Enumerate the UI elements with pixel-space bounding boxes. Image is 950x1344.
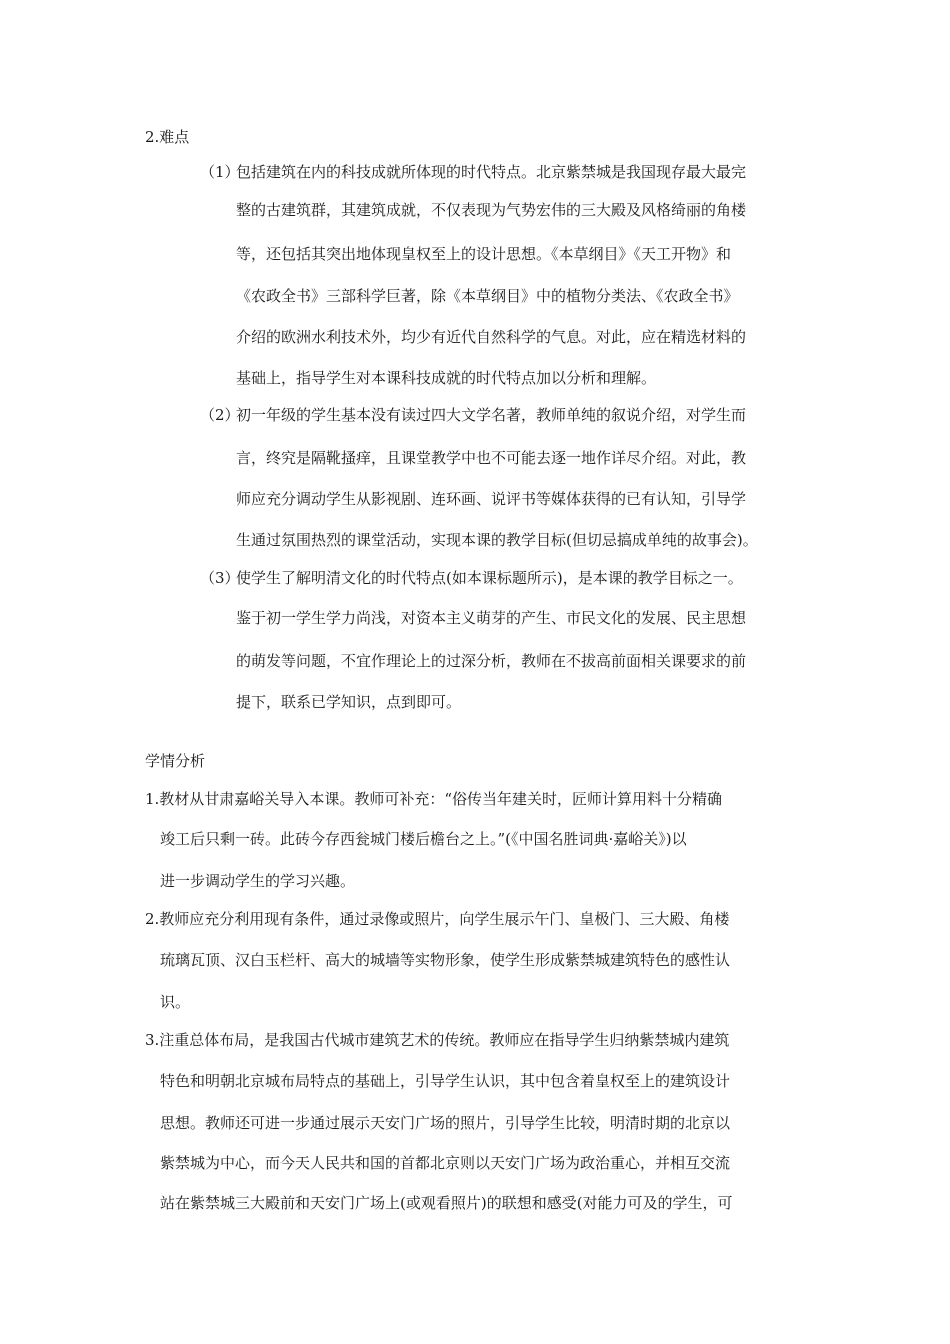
paragraph-line: 介绍的欧洲水利技术外，均少有近代自然科学的气息。对此，应在精选材料的 xyxy=(236,328,747,346)
paragraph-line: 竣工后只剩一砖。此砖今存西瓮城门楼后檐台之上。”(《中国名胜词典·嘉峪关》)以 xyxy=(160,830,687,848)
section-heading-analysis: 学情分析 xyxy=(145,752,206,770)
paragraph-line: 使学生了解明清文化的时代特点(如本课标题所示)，是本课的教学目标之一。 xyxy=(236,569,743,587)
section-heading-difficulty: 2.难点 xyxy=(145,128,190,146)
paragraph-line: 紫禁城为中心，而今天人民共和国的首都北京则以天安门广场为政治重心，并相互交流 xyxy=(160,1154,731,1172)
paragraph-line: 特色和明朝北京城布局特点的基础上，引导学生认识，其中包含着皇权至上的建筑设计 xyxy=(160,1072,731,1090)
paragraph-line: 1.教材从甘肃嘉峪关导入本课。教师可补充：“俗传当年建关时，匠师计算用料十分精确 xyxy=(145,790,722,808)
paragraph-line: 生通过氛围热烈的课堂活动，实现本课的教学目标(但切忌搞成单纯的故事会)。 xyxy=(236,531,758,549)
paragraph-line: 琉璃瓦顶、汉白玉栏杆、高大的城墙等实物形象，使学生形成紫禁城建筑特色的感性认 xyxy=(160,951,731,969)
paragraph-line: 的萌发等问题，不宜作理论上的过深分析，教师在不拔高前面相关课要求的前 xyxy=(236,652,747,670)
paragraph-line: 鉴于初一学生学力尚浅，对资本主义萌芽的产生、市民文化的发展、民主思想 xyxy=(236,609,747,627)
paragraph-line: 基础上，指导学生对本课科技成就的时代特点加以分析和理解。 xyxy=(236,369,657,387)
paragraph-line: 识。 xyxy=(160,993,191,1011)
paragraph-line: 等，还包括其突出地体现皇权至上的设计思想。《本草纲目》《天工开物》和 xyxy=(236,245,732,263)
paragraph-line: 初一年级的学生基本没有读过四大文学名著，教师单纯的叙说介绍，对学生而 xyxy=(236,406,747,424)
paragraph-line: 包括建筑在内的科技成就所体现的时代特点。北京紫禁城是我国现存最大最完 xyxy=(236,163,747,181)
paragraph-line: 提下，联系已学知识，点到即可。 xyxy=(236,693,462,711)
paragraph-line: 言，终究是隔靴搔痒，且课堂教学中也不可能去逐一地作详尽介绍。对此，教 xyxy=(236,449,747,467)
paragraph-line: 思想。教师还可进一步通过展示天安门广场的照片，引导学生比较，明清时期的北京以 xyxy=(160,1114,731,1132)
paragraph-line: 《农政全书》三部科学巨著，除《本草纲目》中的植物分类法、《农政全书》 xyxy=(236,287,739,305)
paragraph-line: 师应充分调动学生从影视剧、连环画、说评书等媒体获得的已有认知，引导学 xyxy=(236,490,747,508)
paragraph-line: 3.注重总体布局，是我国古代城市建筑艺术的传统。教师应在指导学生归纳紫禁城内建筑 xyxy=(145,1031,730,1049)
paragraph-line: 整的古建筑群，其建筑成就，不仅表现为气势宏伟的三大殿及风格绮丽的角楼 xyxy=(236,201,747,219)
item-marker: （2） xyxy=(200,406,240,424)
item-marker: （1） xyxy=(200,163,240,181)
paragraph-line: 2.教师应充分利用现有条件，通过录像或照片，向学生展示午门、皇极门、三大殿、角楼 xyxy=(145,910,730,928)
paragraph-line: 站在紫禁城三大殿前和天安门广场上(或观看照片)的联想和感受(对能力可及的学生，可 xyxy=(160,1194,733,1212)
paragraph-line: 进一步调动学生的学习兴趣。 xyxy=(160,872,356,890)
item-marker: （3） xyxy=(200,569,240,587)
